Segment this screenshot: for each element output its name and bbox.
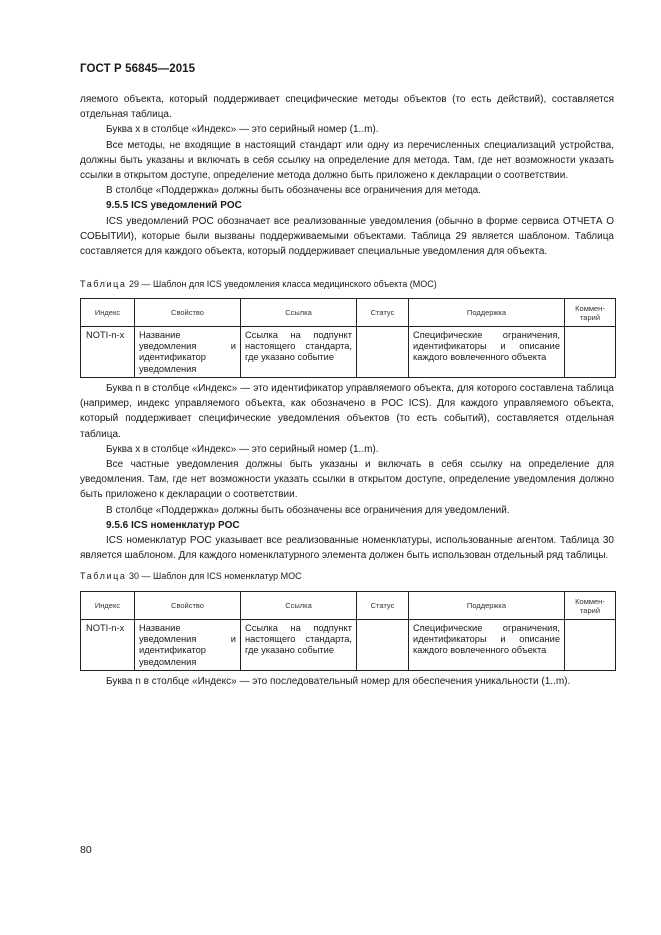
table-29 bbox=[80, 298, 616, 378]
table-cell: Специфические ограничения, идентификаторы и описание каждого вовлеченного объекта bbox=[409, 327, 565, 378]
text-block-methods bbox=[80, 92, 614, 259]
section-heading: 9.5.6 ICS номенклатур POC bbox=[106, 519, 240, 531]
col-header: Индекс bbox=[81, 299, 135, 327]
paragraph: Буква x в столбце «Индекс» — это серийный номер (1..m). bbox=[106, 443, 379, 455]
table-cell: Название уведомления и идентификатор уведомления bbox=[135, 620, 241, 671]
col-header: Коммен-тарий bbox=[565, 592, 616, 620]
table-header-row bbox=[81, 299, 616, 327]
paragraph: ICS номенклатур POC указывает все реализованные номенклатуры, использованные агентом. Таблица 30 является шаблоном. Для каждого номенклатурного элемента должен быть использован отдельный ряд таблицы. bbox=[80, 535, 614, 562]
col-header: Коммен-тарий bbox=[565, 299, 616, 327]
col-header: Статус bbox=[357, 299, 409, 327]
page-number: 80 bbox=[80, 844, 92, 856]
paragraph: Все методы, не входящие в настоящий стандарт или одну из перечисленных специализаций устройства, должны быть указаны и включать в себя ссылку на определение для метода. Там, где нет возможности указать ссылки в открытом доступе, определение метода должно быть приложено к декларации о соответствии. bbox=[80, 139, 614, 182]
paragraph: Все частные уведомления должны быть указаны и включать в себя ссылку на определение для уведомления. Там, где нет возможности указать ссылки в открытом доступе, определение уведомления должно быть приложено к декларации о соответствии. bbox=[80, 459, 614, 501]
col-header: Статус bbox=[357, 592, 409, 620]
paragraph: ICS уведомлений POC обозначает все реализованные уведомления (обычно в форме сервиса ОТЧЕТА О СОБЫТИИ), которые были вызваны поддерживаемыми объектами. Таблица 29 является шаблоном. Таблица составляется для каждого объекта, который поддерживает специальные уведомления для объекта. bbox=[80, 215, 614, 258]
table-caption bbox=[80, 571, 302, 581]
table-row bbox=[81, 327, 616, 378]
col-header: Ссылка bbox=[241, 299, 357, 327]
table-cell: Специфические ограничения, идентификаторы и описание каждого вовлеченного объекта bbox=[409, 620, 565, 671]
col-header: Поддержка bbox=[409, 592, 565, 620]
paragraph: Буква n в столбце «Индекс» — это идентификатор управляемого объекта, для которого составлена таблица (например, индекс управляемого объекта, как обозначено в POC ICS). Для каждого управляемого объекта, который поддерживает специфические уведомления объектов (то есть событий), составляется отдельная таблица. bbox=[80, 383, 614, 440]
table-caption-text: 30 — Шаблон для ICS номенклатур MOC bbox=[129, 571, 302, 581]
table-caption bbox=[80, 279, 437, 289]
paragraph: ляемого объекта, который поддерживает специфические методы объектов (то есть действий), составляется отдельная таблица. bbox=[80, 94, 614, 121]
table-header-row bbox=[81, 592, 616, 620]
table-cell bbox=[357, 620, 409, 671]
table-cell: NOTI-n-x bbox=[81, 620, 135, 671]
col-header: Поддержка bbox=[409, 299, 565, 327]
document-header: ГОСТ Р 56845—2015 bbox=[80, 63, 196, 75]
section-heading: 9.5.5 ICS уведомлений POC bbox=[106, 200, 242, 212]
table-cell: NOTI-n-x bbox=[81, 327, 135, 378]
col-header: Свойство bbox=[135, 592, 241, 620]
paragraph: Буква x в столбце «Индекс» — это серийный номер (1..m). bbox=[106, 124, 379, 136]
table-caption-text: 29 — Шаблон для ICS уведомления класса медицинского объекта (MOC) bbox=[129, 279, 437, 289]
paragraph: Буква n в столбце «Индекс» — это последовательный номер для обеспечения уникальности (1..m). bbox=[106, 676, 571, 687]
col-header: Свойство bbox=[135, 299, 241, 327]
table-row bbox=[81, 620, 616, 671]
table-cell: Название уведомления и идентификатор уведомления bbox=[135, 327, 241, 378]
paragraph: В столбце «Поддержка» должны быть обозначены все ограничения для уведомлений. bbox=[106, 504, 510, 516]
table-cell: Ссылка на подпункт настоящего стандарта, где указано событие bbox=[241, 620, 357, 671]
table-cell bbox=[565, 327, 616, 378]
table-30 bbox=[80, 591, 616, 671]
table-caption-label: Таблица bbox=[80, 571, 127, 581]
table-cell bbox=[565, 620, 616, 671]
paragraph: В столбце «Поддержка» должны быть обозначены все ограничения для метода. bbox=[106, 185, 481, 197]
col-header: Индекс bbox=[81, 592, 135, 620]
table-cell: Ссылка на подпункт настоящего стандарта, где указано событие bbox=[241, 327, 357, 378]
text-block-notifications bbox=[80, 381, 614, 563]
table-caption-label: Таблица bbox=[80, 279, 127, 289]
text-block-final bbox=[80, 674, 614, 689]
table-cell bbox=[357, 327, 409, 378]
col-header: Ссылка bbox=[241, 592, 357, 620]
